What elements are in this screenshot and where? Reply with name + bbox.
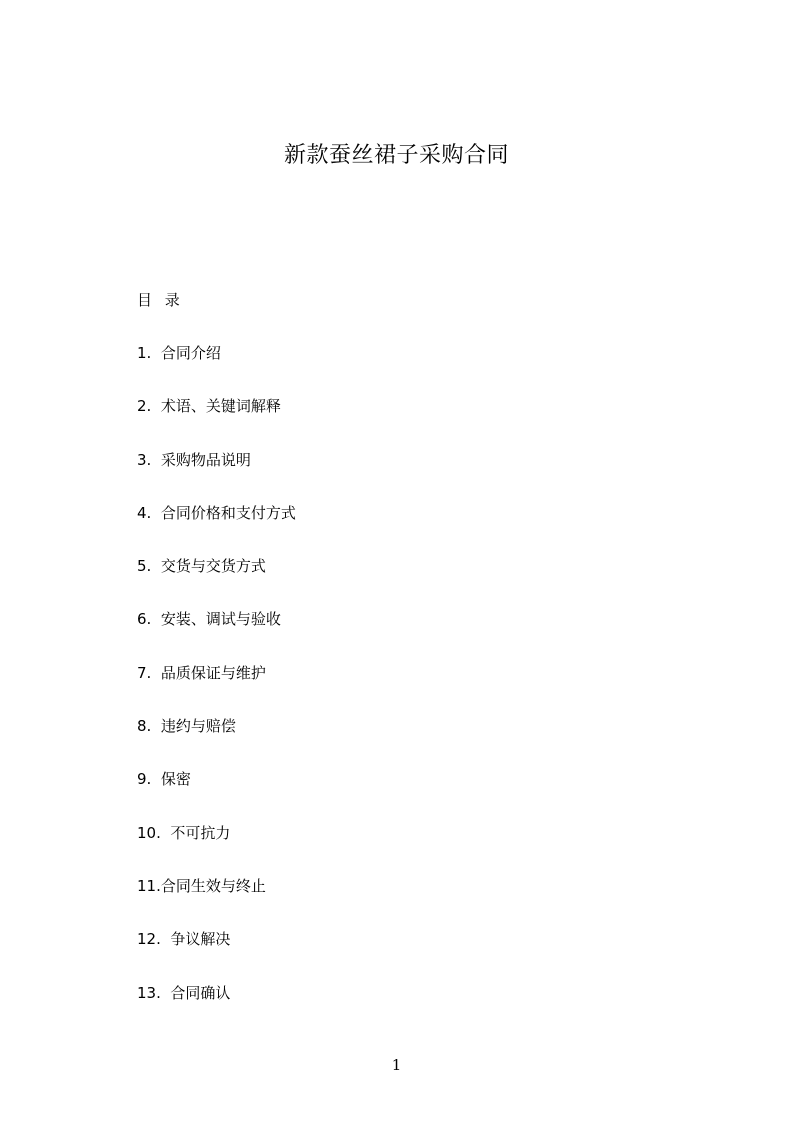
table-of-contents	[137, 343, 296, 1036]
toc-item-7: 7. 品质保证与维护	[137, 663, 266, 682]
toc-item-9: 9. 保密	[137, 770, 191, 789]
toc-item-6: 6. 安装、调试与验收	[137, 610, 281, 629]
toc-heading: 目 录	[137, 291, 184, 309]
toc-item-8: 8. 违约与赔偿	[137, 717, 236, 736]
toc-item-4: 4. 合同价格和支付方式	[137, 503, 296, 522]
toc-item-3: 3. 采购物品说明	[137, 450, 251, 469]
toc-item-1: 1. 合同介绍	[137, 344, 221, 362]
toc-item-12: 12. 争议解决	[137, 930, 231, 949]
toc-item-10: 10. 不可抗力	[137, 823, 231, 842]
toc-item-5: 5. 交货与交货方式	[137, 557, 266, 576]
toc-item-2: 2. 术语、关键词解释	[137, 397, 281, 416]
document-title: 新款蚕丝裙子采购合同	[283, 143, 509, 168]
page-number: 1	[391, 1056, 402, 1074]
toc-item-11: 11.合同生效与终止	[137, 876, 266, 895]
toc-item-13: 13. 合同确认	[137, 983, 231, 1002]
